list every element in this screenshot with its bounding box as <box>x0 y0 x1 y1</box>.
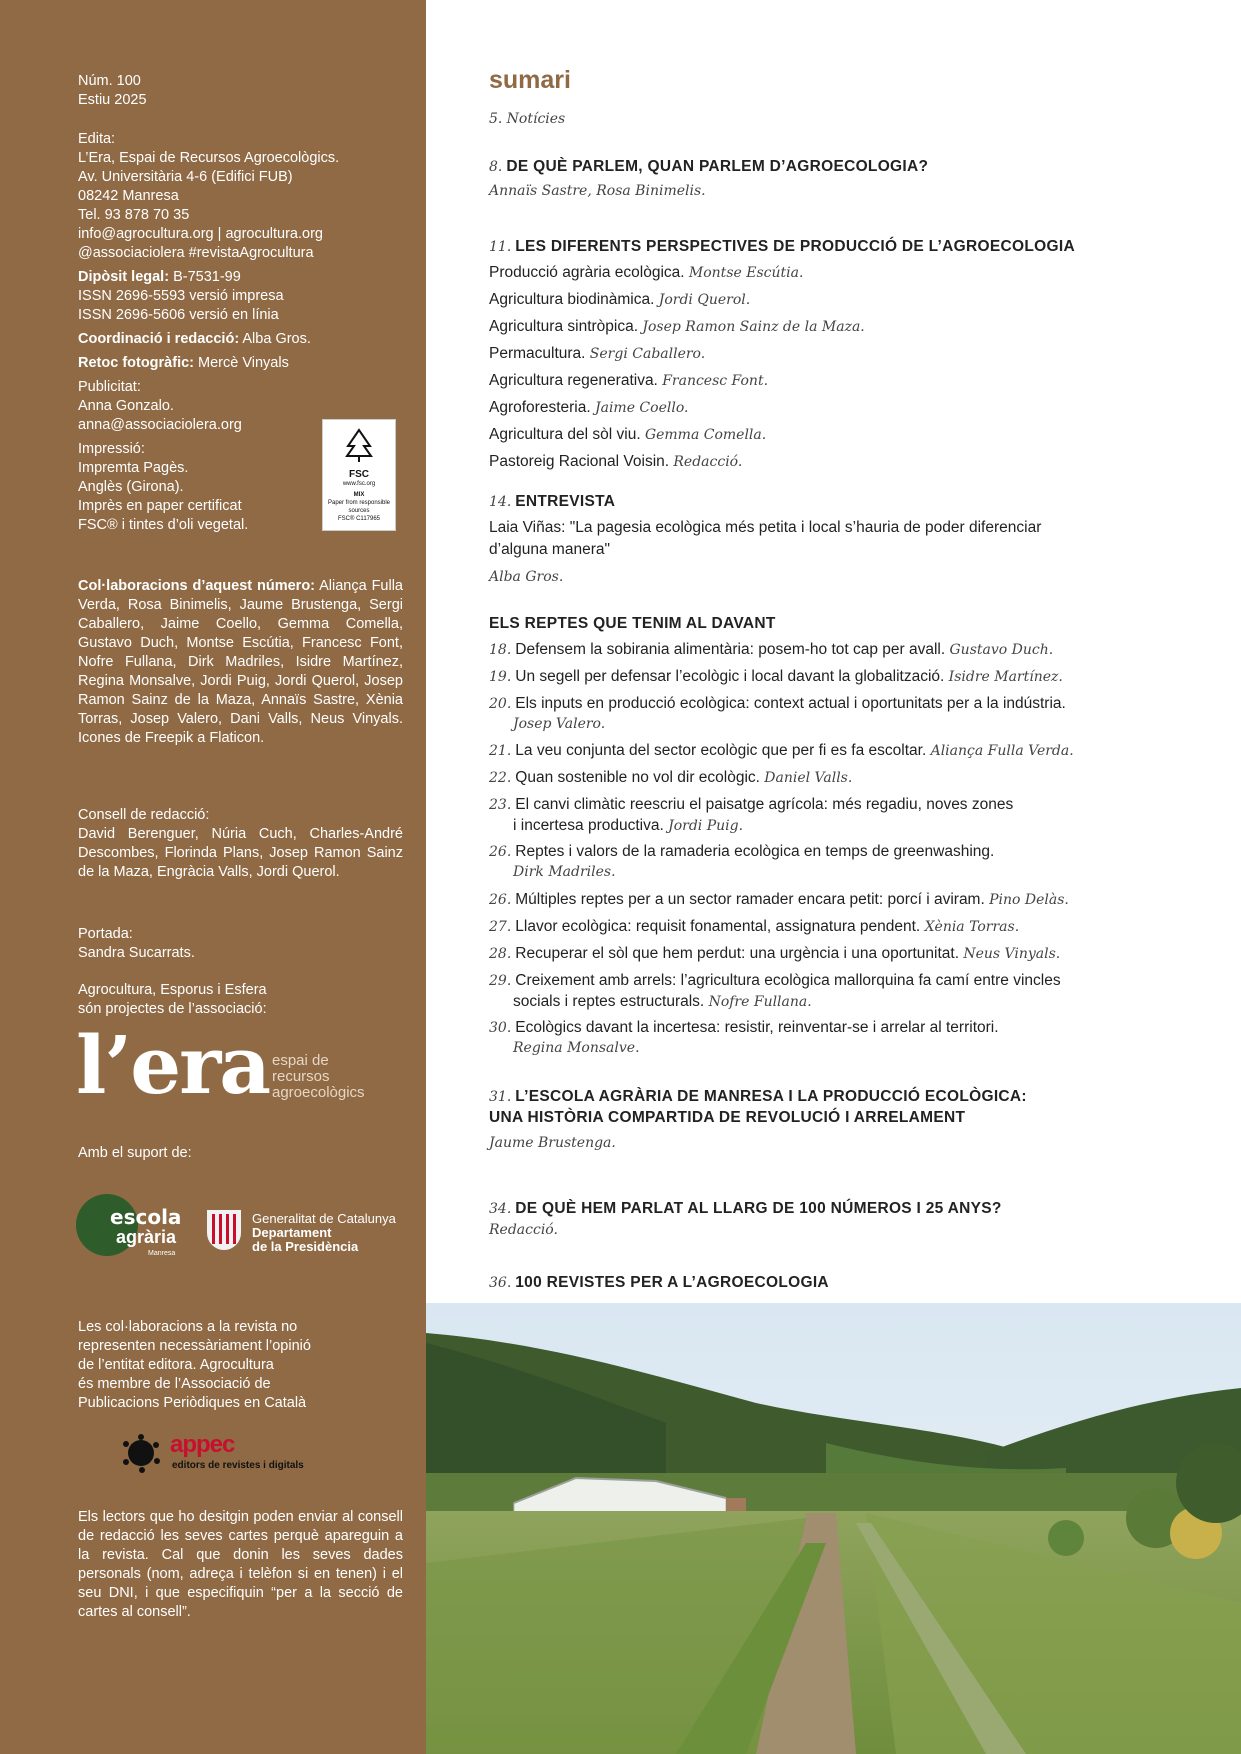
toc-item-author: Isidre Martínez. <box>948 669 1063 685</box>
diposit-legal <box>78 268 403 287</box>
toc-num: 26. <box>489 892 512 908</box>
projects-line: Agrocultura, Esporus i Esfera <box>78 982 267 998</box>
toc-item-title: Defensem la sobirania alimentària: posem-ho tot cap per avall. <box>515 641 946 658</box>
toc-item-title: Agricultura regenerativa. <box>489 372 658 389</box>
toc-item <box>489 842 994 862</box>
edita-line: L’Era, Espai de Recursos Agroecològics. <box>78 150 340 166</box>
diposit-label: Dipòsit legal: <box>78 269 170 285</box>
consell-label: Consell de redacció: <box>78 807 210 823</box>
toc-num: 34. <box>489 1201 512 1217</box>
retoc-value: Mercè Vinyals <box>198 355 289 371</box>
toc-item <box>489 640 1053 660</box>
issue-season: Estiu 2025 <box>78 92 147 108</box>
toc-num: 31. <box>489 1089 512 1105</box>
toc-section-heading <box>489 614 776 634</box>
photo-retouch <box>78 354 403 373</box>
toc-entry <box>489 109 565 129</box>
toc-item <box>489 398 688 418</box>
toc-item <box>489 971 1061 991</box>
toc-item <box>489 425 766 445</box>
edita-line: info@agrocultura.org | agrocultura.org <box>78 226 323 242</box>
toc-item-title: Els inputs en producció ecològica: context actual i oportunitats per a la indústria. <box>515 695 1066 712</box>
portada-label: Portada: <box>78 926 133 942</box>
toc-item <box>489 795 1013 815</box>
toc-item <box>489 768 852 788</box>
projects-line: són projectes de l’associació: <box>78 1001 267 1017</box>
disclaimer-line: és membre de l’Associació de <box>78 1376 271 1392</box>
disclaimer-line: representen necessàriament l’opinió <box>78 1338 311 1354</box>
toc-item-title: i incertesa productiva. <box>513 817 664 834</box>
edita-line: @associaciolera #revistaAgrocultura <box>78 245 314 261</box>
publicitat-email: anna@associaciolera.org <box>78 417 242 433</box>
coordination <box>78 330 403 349</box>
lera-word: l’era <box>76 1018 270 1112</box>
toc-num: 19. <box>489 669 512 685</box>
toc-entry <box>489 1087 1027 1107</box>
toc-item <box>489 944 1060 964</box>
toc-label: Notícies <box>506 111 566 127</box>
toc-item-title: Agroforesteria. <box>489 399 591 416</box>
toc-num: 36. <box>489 1275 512 1291</box>
toc-entry <box>489 157 928 177</box>
toc-item-title: Agricultura biodinàmica. <box>489 291 655 308</box>
toc-author: Jaume Brustenga. <box>489 1135 616 1151</box>
toc-item-author: Daniel Valls. <box>764 770 853 786</box>
toc-item <box>489 1018 999 1038</box>
toc-item-author: Sergi Caballero. <box>589 346 706 362</box>
impressio-line: FSC® i tintes d’oli vegetal. <box>78 517 249 533</box>
toc-item-author: Aliança Fulla Verda. <box>930 743 1074 759</box>
toc-item-title: El canvi climàtic reescriu el paisatge agrícola: més regadiu, noves zones <box>515 796 1014 813</box>
toc-item <box>489 917 1019 937</box>
toc-item-title: Agricultura del sòl viu. <box>489 426 641 443</box>
toc-item-title: socials i reptes estructurals. <box>513 993 705 1010</box>
coord-label: Coordinació i redacció: <box>78 331 240 347</box>
toc-item-author: Jordi Puig. <box>668 818 744 834</box>
toc-heading: 100 REVISTES PER A L’AGROECOLOGIA <box>515 1274 829 1291</box>
collab-text: Aliança Fulla Verda, Rosa Binimelis, Jaume Brustenga, Sergi Caballero, Jaime Coello, Gemma Comella, Gustavo Duch, Montse Escútia, Francesc Font, Nofre Fullana, Dirk Madriles, Isidre Martínez, Regina Monsalve, Jordi Puig, Jordi Querol, Josep Ramon Sainz de la Maza, Annaïs Sastre, Xènia Torras, Josep Valero, Dani Valls, Neus Vinyals. Icones de Freepik a Flaticon. <box>78 578 403 746</box>
toc-item-title: Quan sostenible no vol dir ecològic. <box>515 769 760 786</box>
toc-item-author: Neus Vinyals. <box>963 946 1061 962</box>
disclaimer-line: Publicacions Periòdiques en Català <box>78 1395 307 1411</box>
fsc-mix: MIX <box>353 492 365 498</box>
impressio-label: Impressió: <box>78 441 145 457</box>
toc-item-title: Un segell per defensar l’ecològic i local davant la globalització. <box>515 668 945 685</box>
toc-item <box>489 263 803 283</box>
fsc-paper: Paper from responsible sources <box>327 500 391 514</box>
impressio-line: Impremta Pagès. <box>78 460 189 476</box>
toc-entry <box>489 237 1075 257</box>
fsc-code: FSC® C117965 <box>338 516 380 522</box>
appec-logo <box>120 1432 340 1480</box>
toc-item-author: Gemma Comella. <box>644 427 767 443</box>
toc-item <box>489 452 742 472</box>
farm-landscape-photo <box>426 1303 1241 1754</box>
fsc-site: www.fsc.org <box>342 481 376 487</box>
toc-author: Redacció. <box>489 1222 558 1238</box>
toc-num: 8. <box>489 159 503 175</box>
appec-word: appec <box>170 1431 235 1458</box>
toc-item <box>489 317 865 337</box>
publicitat-label: Publicitat: <box>78 379 141 395</box>
toc-num: 22. <box>489 770 512 786</box>
toc-item-author: Gustavo Duch. <box>949 642 1054 658</box>
toc-item-author: Josep Ramon Sainz de la Maza. <box>642 319 865 335</box>
toc-entry <box>489 1273 829 1293</box>
generalitat-shield-icon <box>207 1210 241 1250</box>
toc-item <box>489 290 750 310</box>
toc-item <box>489 667 1063 687</box>
lera-tag-line: espai de <box>272 1052 329 1069</box>
toc-item <box>489 741 1074 761</box>
toc-item-continued <box>513 992 812 1012</box>
toc-item-title: d’alguna manera" <box>489 541 610 558</box>
edita-label: Edita: <box>78 131 116 147</box>
toc-item-title: Pastoreig Racional Voisin. <box>489 453 670 470</box>
generalitat-line3: de la Presidència <box>252 1239 359 1254</box>
toc-heading: UNA HISTÒRIA COMPARTIDA DE REVOLUCIÓ I ARRELAMENT <box>489 1109 966 1126</box>
toc-entry <box>489 1199 1002 1219</box>
toc-item-author: Francesc Font. <box>662 373 769 389</box>
toc-item-continued <box>513 816 743 836</box>
toc-heading: ELS REPTES QUE TENIM AL DAVANT <box>489 615 776 632</box>
issn-online: ISSN 2696-5606 versió en línia <box>78 307 279 323</box>
toc-item-title: Creixement amb arrels: l’agricultura ecològica mallorquina fa camí entre vincles <box>515 972 1061 989</box>
lera-tagline <box>272 1053 365 1101</box>
issue-number: Núm. 100 <box>78 73 141 89</box>
disclaimer-line: de l’entitat editora. Agrocultura <box>78 1357 274 1373</box>
toc-num: 27. <box>489 919 512 935</box>
toc-num: 18. <box>489 642 512 658</box>
toc-num: 21. <box>489 743 512 759</box>
toc-item-author: Redacció. <box>673 454 743 470</box>
toc-item-title: Múltiples reptes per a un sector ramader encara petit: porcí i aviram. <box>515 891 985 908</box>
letters-note: Els lectors que ho desitgin poden enviar al consell de redacció les seves cartes perquè apareguin a la revista. Cal que donin les seves dades personals (nom, adreça i telèfon si en tenen) i el seu DNI, i que especifiquin “per a la secció de cartes al consell”. <box>78 1509 403 1620</box>
fsc-tree-icon <box>344 428 374 464</box>
toc-item-author: Dirk Madriles. <box>513 864 616 880</box>
diposit-value: B-7531-99 <box>173 269 241 285</box>
toc-item-author: Regina Monsalve. <box>513 1040 640 1056</box>
toc-entry <box>489 492 615 512</box>
escola-line2: agrària <box>116 1227 177 1247</box>
toc-author: Annaïs Sastre, Rosa Binimelis. <box>489 183 706 199</box>
disclaimer-line: Les col·laboracions a la revista no <box>78 1319 298 1335</box>
toc-num: 5. <box>489 111 503 127</box>
toc-item-title: Agricultura sintròpica. <box>489 318 639 335</box>
toc-num: 28. <box>489 946 512 962</box>
toc-item-author: Jordi Querol. <box>658 292 751 308</box>
toc-item-title: Producció agrària ecològica. <box>489 264 685 281</box>
publicitat-line: Anna Gonzalo. <box>78 398 174 414</box>
toc-heading: LES DIFERENTS PERSPECTIVES DE PRODUCCIÓ DE L’AGROECOLOGIA <box>515 238 1075 255</box>
farm-landscape-illustration <box>426 1303 1241 1754</box>
toc-num: 20. <box>489 696 512 712</box>
toc-item-title: Permacultura. <box>489 345 586 362</box>
toc-item-title: Ecològics davant la incertesa: resistir, reinventar-se i arrelar al territori. <box>515 1019 999 1036</box>
toc-title: sumari <box>489 66 571 94</box>
edita-line: 08242 Manresa <box>78 188 179 204</box>
toc-author: Alba Gros. <box>489 569 564 585</box>
collab-label: Col·laboracions d’aquest número: <box>78 578 315 594</box>
toc-item-title: Llavor ecològica: requisit fonamental, assignatura pendent. <box>515 918 921 935</box>
coord-value: Alba Gros. <box>242 331 311 347</box>
toc-num: 11. <box>489 239 512 255</box>
collaborators <box>78 577 403 748</box>
toc-item-title: Reptes i valors de la ramaderia ecològica en temps de greenwashing. <box>515 843 995 860</box>
fsc-logo <box>322 419 396 531</box>
toc-item-title: Recuperar el sòl que hem perdut: una urgència i una oportunitat. <box>515 945 960 962</box>
support-label: Amb el suport de: <box>78 1145 192 1161</box>
toc-heading: L’ESCOLA AGRÀRIA DE MANRESA I LA PRODUCCIÓ ECOLÒGICA: <box>515 1088 1027 1105</box>
impressio-line: Imprès en paper certificat <box>78 498 242 514</box>
toc-entry-continued <box>489 1108 965 1128</box>
toc-heading: DE QUÈ HEM PARLAT AL LLARG DE 100 NÚMEROS I 25 ANYS? <box>515 1200 1002 1217</box>
toc-item <box>489 371 768 391</box>
fsc-name: FSC <box>349 469 369 480</box>
colophon-sidebar <box>0 0 426 1754</box>
toc-item <box>489 344 705 364</box>
generalitat-line2: Departament <box>252 1225 332 1240</box>
toc-num: 23. <box>489 797 512 813</box>
toc-item-author: Nofre Fullana. <box>708 994 812 1010</box>
toc-item-author: Josep Valero. <box>513 716 606 732</box>
support-logos <box>76 1190 406 1270</box>
toc-item-title: La veu conjunta del sector ecològic que per fi es fa escoltar. <box>515 742 927 759</box>
lera-tag-line: agroecològics <box>272 1084 365 1101</box>
edita-line: Av. Universitària 4-6 (Edifici FUB) <box>78 169 293 185</box>
toc-heading: ENTREVISTA <box>515 493 616 510</box>
appec-sub: editors de revistes i digitals <box>172 1460 304 1471</box>
toc-item-author: Xènia Torras. <box>924 919 1020 935</box>
toc-item <box>489 890 1069 910</box>
toc-item-author: Jaime Coello. <box>594 400 689 416</box>
appec-splat-icon <box>120 1432 162 1474</box>
lera-tag-line: recursos <box>272 1068 330 1085</box>
impressio-line: Anglès (Girona). <box>78 479 184 495</box>
toc-num: 26. <box>489 844 512 860</box>
toc-item <box>489 694 1066 714</box>
escola-line3: Manresa <box>148 1250 176 1257</box>
issn-print: ISSN 2696-5593 versió impresa <box>78 288 284 304</box>
toc-item-title: Laia Viñas: "La pagesia ecològica més petita i local s’hauria de poder diferenciar <box>489 519 1042 536</box>
toc-num: 30. <box>489 1020 512 1036</box>
portada-value: Sandra Sucarrats. <box>78 945 195 961</box>
toc-item-author: Pino Delàs. <box>989 892 1069 908</box>
escola-line1: escola <box>110 1205 182 1229</box>
toc-num: 14. <box>489 494 512 510</box>
generalitat-line1: Generalitat de Catalunya <box>252 1211 396 1226</box>
consell-text: David Berenguer, Núria Cuch, Charles-André Descombes, Florinda Plans, Josep Ramon Sainz de la Maza, Engràcia Valls, Jordi Querol. <box>78 826 403 880</box>
edita-line: Tel. 93 878 70 35 <box>78 207 190 223</box>
toc-num: 29. <box>489 973 512 989</box>
lera-logo <box>76 1018 376 1112</box>
retoc-label: Retoc fotogràfic: <box>78 355 194 371</box>
toc-heading: DE QUÈ PARLEM, QUAN PARLEM D’AGROECOLOGIA? <box>506 158 929 175</box>
toc-item-author: Montse Escútia. <box>688 265 804 281</box>
